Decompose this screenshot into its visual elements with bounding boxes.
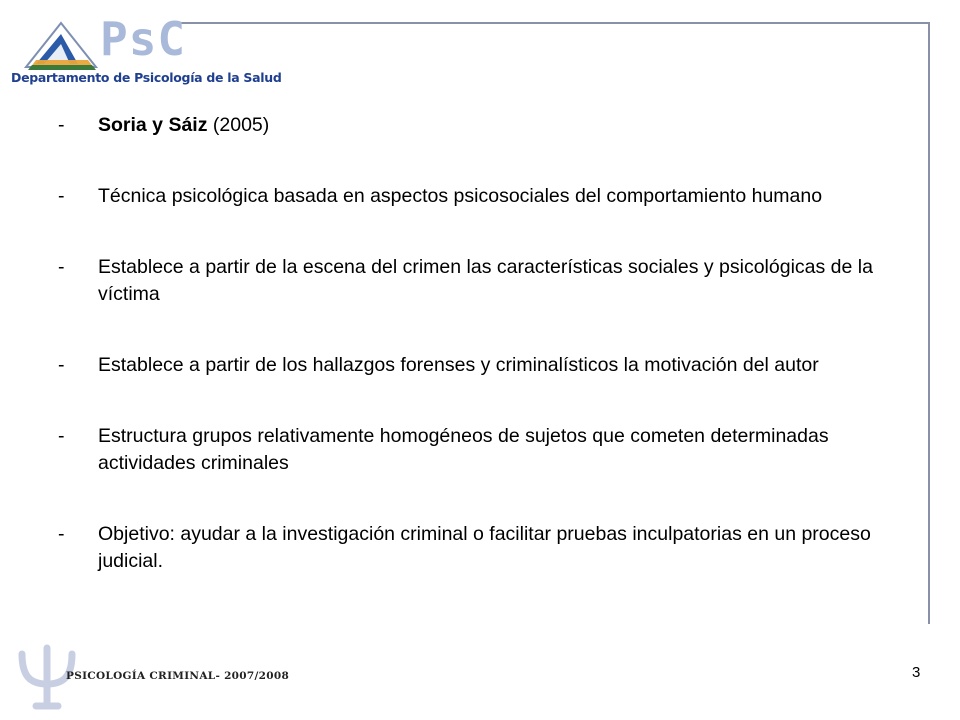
bullet-text: Estructura grupos relativamente homogéneos de sujetos que cometen determinadas actividades criminales [98, 425, 829, 474]
bullet-text: Establece a partir de la escena del crimen las características sociales y psicológicas de la víctima [98, 256, 873, 305]
psc-logo [8, 8, 282, 90]
bullet-bold-text: Soria y Sáiz [98, 114, 208, 136]
bullet-dash: - [58, 523, 65, 545]
bullet-item [58, 352, 908, 379]
bullet-text: Técnica psicológica basada en aspectos psicosociales del comportamiento humano [98, 185, 823, 207]
slide-frame-top [178, 22, 930, 24]
logo-letters: PsC [100, 12, 187, 66]
bullet-dash: - [58, 354, 65, 376]
bullet-text: (2005) [207, 114, 270, 136]
course-footer: PSICOLOGÍA CRIMINAL- 2007/2008 [66, 670, 290, 682]
bullet-dash: - [58, 114, 65, 136]
bullet-item [58, 183, 908, 210]
bullet-item [58, 254, 908, 308]
triangle-logo-icon [22, 20, 100, 70]
bullet-text: Objetivo: ayudar a la investigación criminal o facilitar pruebas inculpatorias en un proceso judicial. [98, 523, 871, 572]
bullet-dash: - [58, 425, 65, 447]
bullet-item [58, 423, 908, 477]
page-number: 3 [912, 664, 921, 681]
bullet-item [58, 112, 908, 139]
slide-frame-right [928, 22, 930, 624]
bullet-text: Establece a partir de los hallazgos forenses y criminalísticos la motivación del autor [98, 354, 819, 376]
bullet-list [58, 112, 908, 575]
bullet-item [58, 521, 908, 575]
bullet-dash: - [58, 256, 65, 278]
bullet-dash: - [58, 185, 65, 207]
department-name: Departamento de Psicología de la Salud [11, 70, 282, 85]
